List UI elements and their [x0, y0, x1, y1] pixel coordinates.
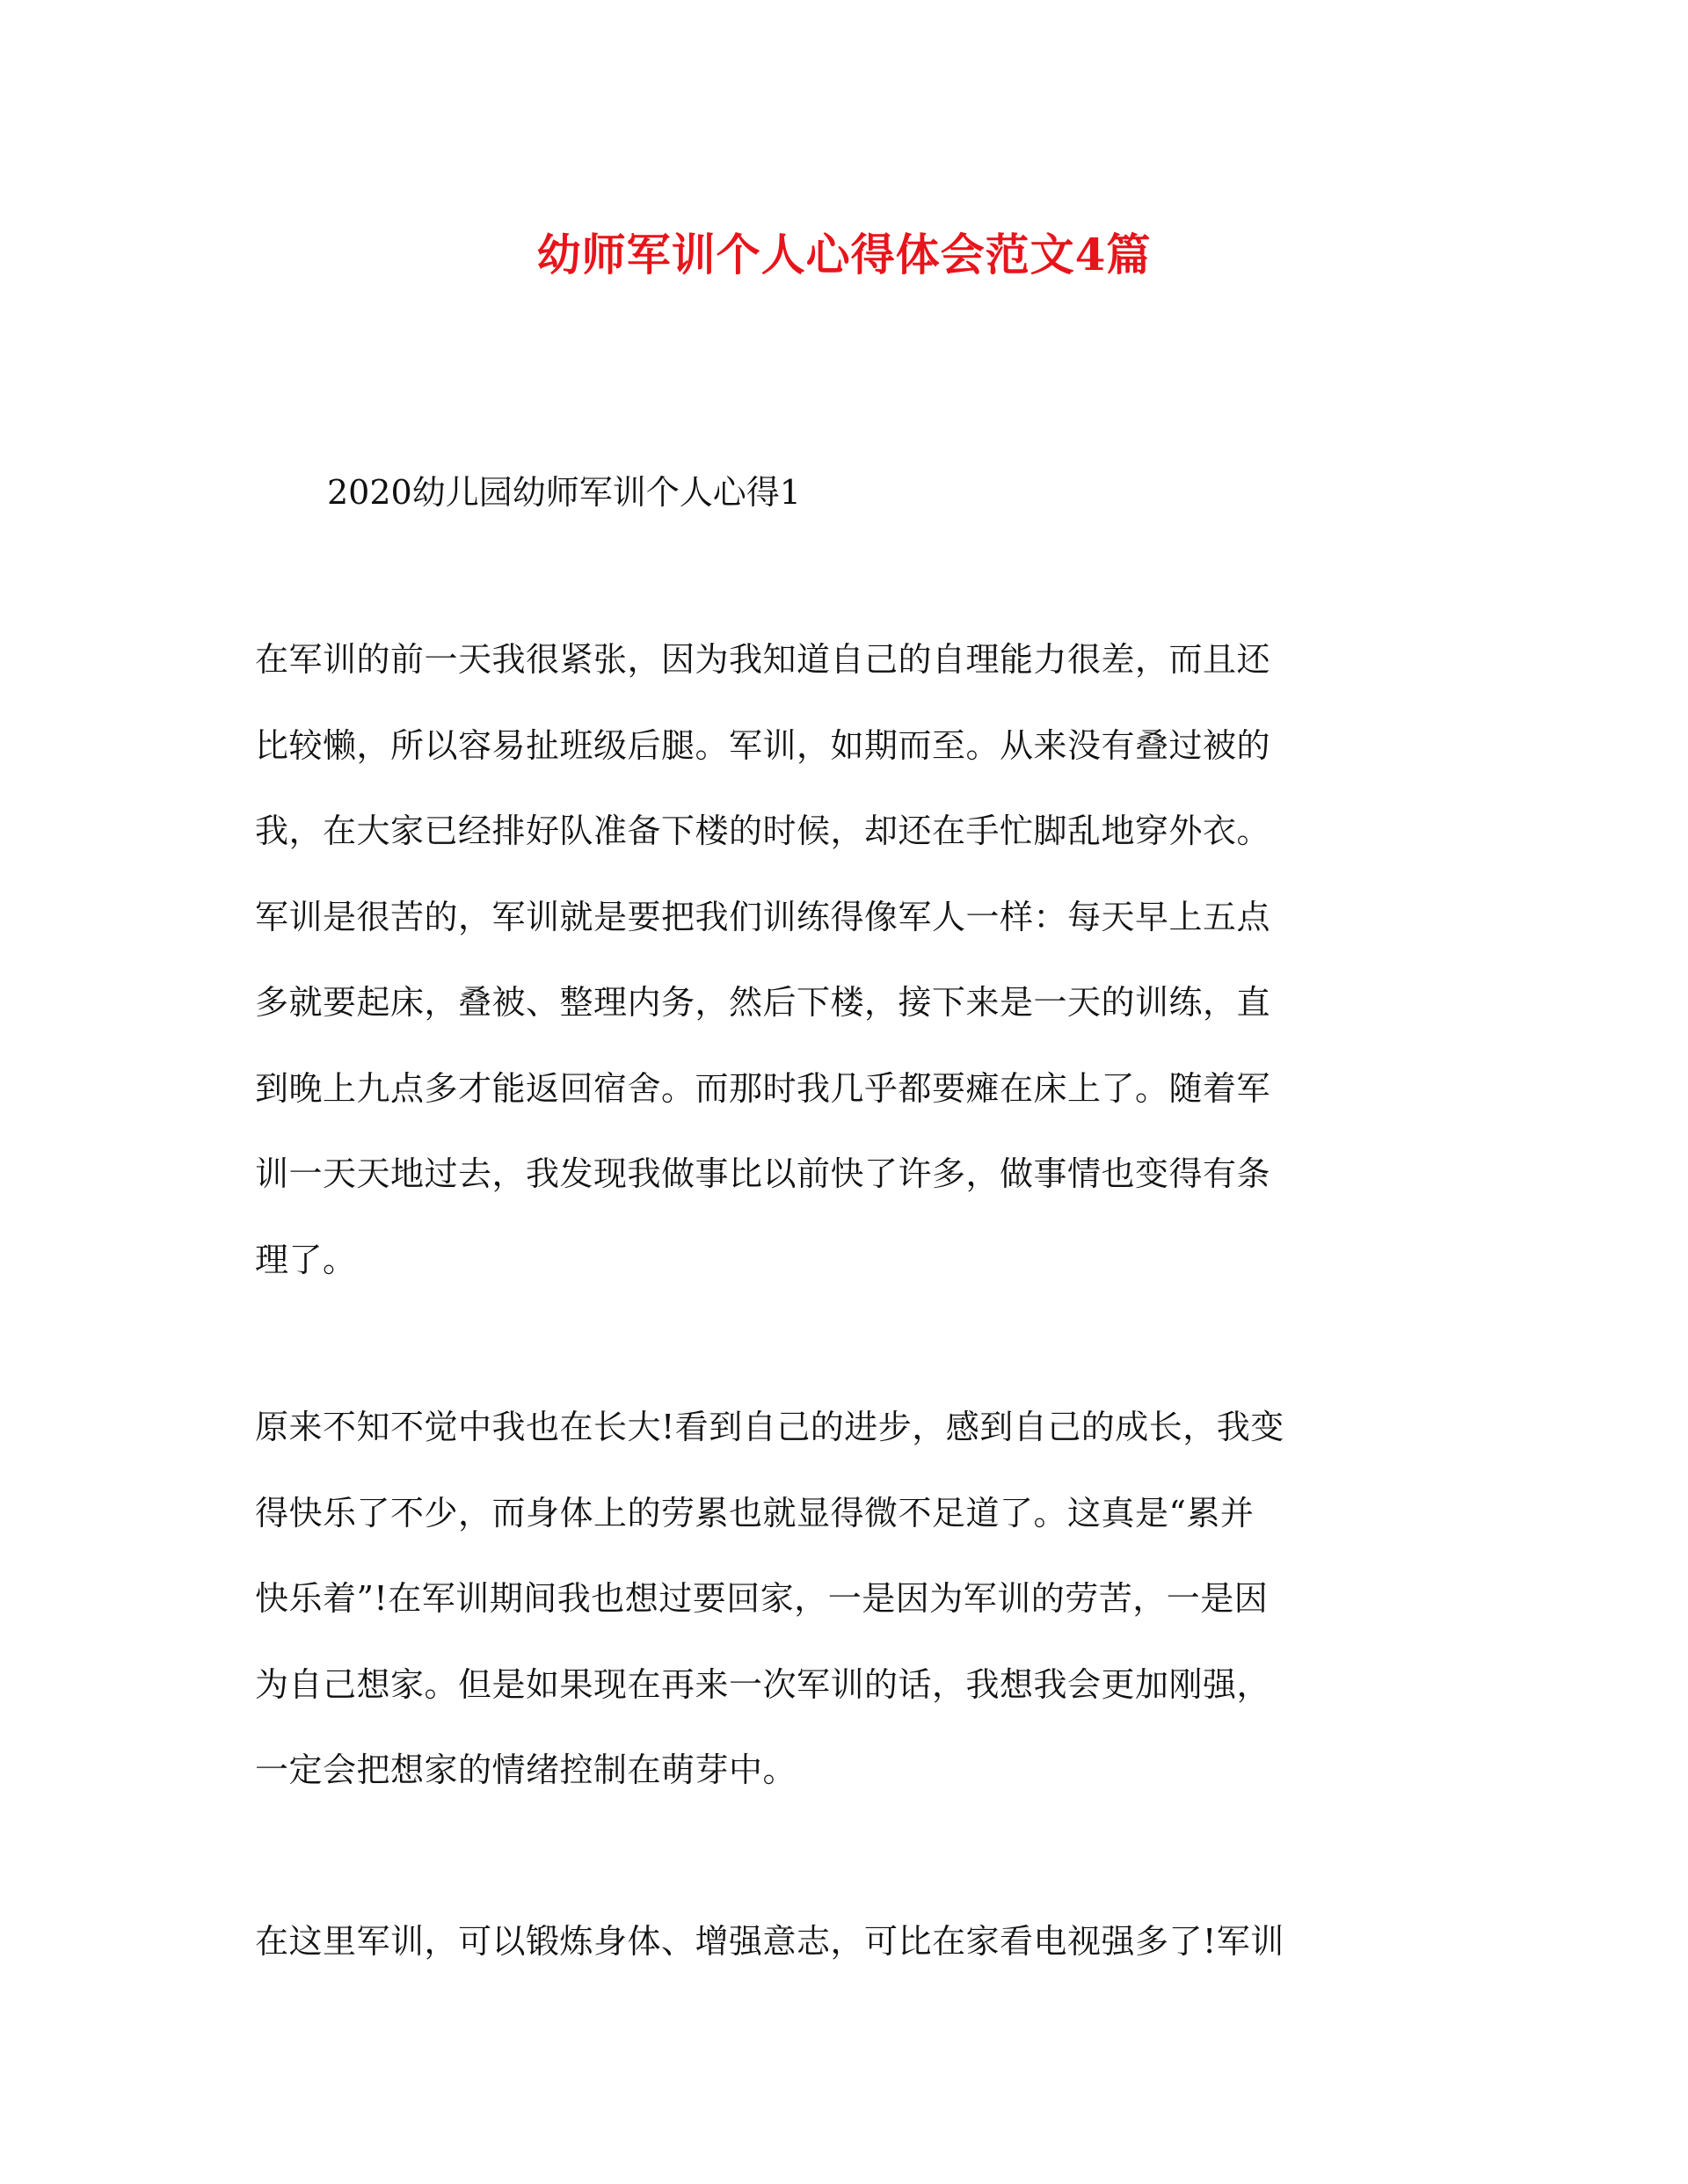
paragraph-line: 一定会把想家的情绪控制在萌芽中。: [255, 1751, 797, 1789]
paragraph-line: 得快乐了不少，而身体上的劳累也就显得微不足道了。这真是“累并: [255, 1493, 1255, 1532]
section-heading: 2020幼儿园幼师军训个人心得1: [327, 473, 801, 512]
paragraph-line: 训一天天地过去，我发现我做事比以前快了许多，做事情也变得有条: [255, 1154, 1271, 1193]
paragraph-2: [255, 1385, 1433, 1814]
paragraph-line: 到晚上九点多才能返回宿舍。而那时我几乎都要瘫在床上了。随着军: [255, 1068, 1271, 1108]
paragraph-line: 理了。: [255, 1240, 357, 1279]
paragraph-line: 快乐着”!在军训期间我也想过要回家，一是因为军训的劳苦，一是因: [255, 1579, 1269, 1618]
document-title: 幼师军训个人心得体会范文4篇: [536, 229, 1152, 280]
paragraph-line: 在这里军训，可以锻炼身体、增强意志，可比在家看电视强多了!军训: [255, 1922, 1284, 1961]
paragraph-line: 原来不知不觉中我也在长大!看到自己的进步，感到自己的成长，我变: [255, 1408, 1284, 1446]
paragraph-line: 我，在大家已经排好队准备下楼的时候，却还在手忙脚乱地穿外衣。: [255, 812, 1271, 850]
paragraph-line: 军训是很苦的，军训就是要把我们训练得像军人一样：每天早上五点: [255, 897, 1271, 936]
paragraph-1: [255, 617, 1433, 1303]
paragraph-3: [255, 1899, 1433, 1985]
paragraph-line: 比较懒，所以容易扯班级后腿。军训，如期而至。从来没有叠过被的: [255, 725, 1271, 765]
paragraph-line: 在军训的前一天我很紧张，因为我知道自己的自理能力很差，而且还: [255, 640, 1271, 679]
paragraph-line: 为自己想家。但是如果现在再来一次军训的话，我想我会更加刚强，: [255, 1664, 1271, 1704]
paragraph-line: 多就要起床，叠被、整理内务，然后下楼，接下来是一天的训练，直: [255, 983, 1271, 1022]
